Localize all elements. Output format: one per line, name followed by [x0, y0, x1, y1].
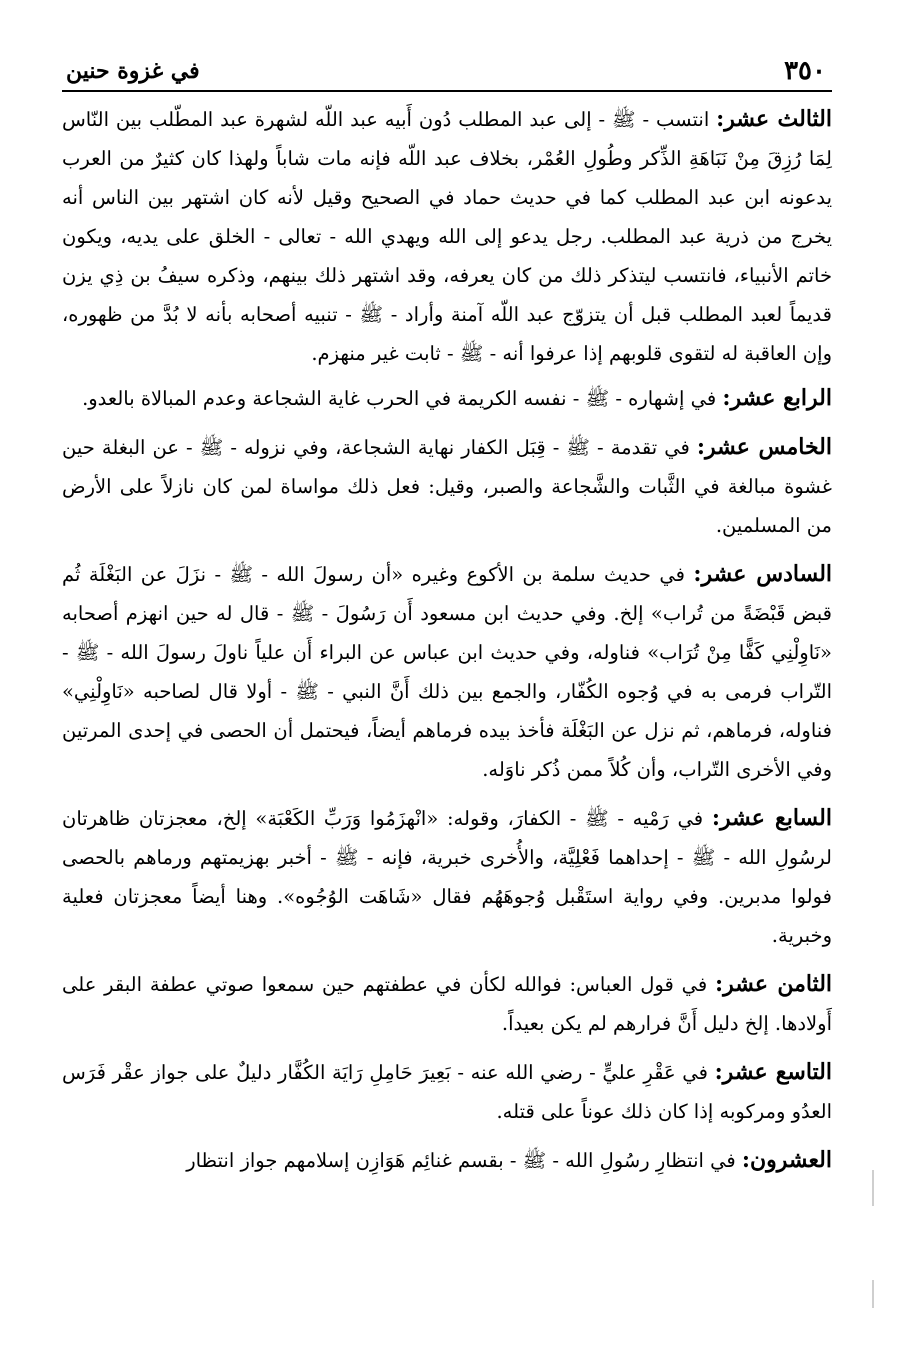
scan-margin-mark: [872, 1280, 874, 1308]
paragraph-text: في عَقْرِ عليٍّ - رضي الله عنه - بَعِيرَ حَامِلِ رَايَة الكُفَّار دليلٌ على جواز عقْر فَرَس العدُو ومركوبه إذا كان ذلك عوناً على قتله.: [62, 1061, 832, 1123]
paragraph-text: في إشهاره - ﷺ - نفسه الكريمة في الحرب غاية الشجاعة وعدم المبالاة بالعدو.: [82, 387, 717, 410]
paragraph-18: [62, 965, 832, 1043]
paragraph-lead: الثامن عشر:: [715, 971, 833, 997]
paragraph-lead: السابع عشر:: [711, 805, 832, 831]
running-title: في غزوة حنين: [66, 58, 200, 84]
paragraph-text: في انتظارِ رسُولِ الله - ﷺ - بقسم غنائِم هَوَازِن إسلامهم جواز انتظار: [186, 1149, 736, 1172]
paragraph-19: [62, 1053, 832, 1131]
paragraph-lead: الثالث عشر:: [716, 106, 832, 132]
paragraph-20: [62, 1141, 832, 1180]
page-header: [62, 54, 832, 92]
body-text: [62, 100, 832, 1190]
paragraph-17: [62, 799, 832, 955]
paragraph-lead: العشرون:: [741, 1147, 832, 1173]
paragraph-text: انتسب - ﷺ - إلى عبد المطلب دُون أَبيه عبد اللّه لشهرة عبد المطّلب بين النّاس لِمَا رُزِقَ مِنْ نَبَاهَةِ الذِّكر وطُولِ العُمْر، بخلاف عبد اللّه فإنه مات شاباً ولهذا كان كثيرٌ من العرب يدعونه ابن عبد المطلب كما في حديث حماد في الصحيح وقيل لأنه كان اشتهر بين الناس أنه يخرج من ذرية عبد المطلب. رجل يدعو إلى الله ويهدي الله - تعالى - الخلق على يديه، ويكون خاتم الأنبياء، فانتسب ليتذكر ذلك من كان يعرفه، وقد اشتهر ذلك بينهم، وذكره سيفُ بن ذِي يزن قديماً لعبد المطلب قبل أن يتزوّج عبد اللّه آمنة وأراد - ﷺ - تنبيه أصحابه بأنه لا بُدَّ من ظهوره، وإن العاقبة له لتقوى قلوبهم إذا عرفوا أنه - ﷺ - ثابت غير منهزم.: [62, 108, 832, 365]
paragraph-16: [62, 555, 832, 789]
paragraph-lead: الخامس عشر:: [696, 434, 832, 460]
scan-margin-mark: [872, 1170, 874, 1206]
paragraph-text: في حديث سلمة بن الأكوع وغيره «أن رسولَ الله - ﷺ - نزَلَ عن البَغْلَة ثُم قبض قَبْضَةً من تُراب» إلخ. وفي حديث ابن مسعود أَن رَسُولَ - ﷺ - قال له حين انهزم أصحابه «نَاوِلْنِي كَفًّا مِنْ تُرَاب» فناوله، وفي حديث ابن عباس عن البراء أَن علياً ناولَ رسولَ الله - ﷺ - التّراب فرمى به في وُجوه الكُفّار، والجمع بين ذلك أَنَّ النبي - ﷺ - أولا قال لصاحبه «نَاوِلْنِي» فناوله، فرماهم، ثم نزل عن البَغْلَة فأخذ بيده فرماهم أيضاً، فيحتمل أن الحصى في إحدى المرتين وفي الأخرى التّراب، وأن كُلاً ممن ذُكر ناوَله.: [62, 563, 832, 781]
paragraph-lead: الرابع عشر:: [722, 385, 832, 411]
paragraph-15: [62, 428, 832, 545]
page-number: ٣٥٠: [784, 56, 826, 86]
paragraph-lead: التاسع عشر:: [714, 1059, 832, 1085]
paragraph-text: في رَمْيه - ﷺ - الكفارَ، وقوله: «انْهزَمُوا وَرَبِّ الكَعْبَة» إلخ، معجزتان ظاهرتان لرسُولِ الله - ﷺ - إحداهما فَعْلِيَّة، والأُخرى خبرية، فإنه - ﷺ - أخبر بهزيمتهم ورماهم بالحصى فولوا مدبرين. وفي رواية استَقْبل وُجوهَهُم فقال «شَاهَت الوُجُوه». وهنا أيضاً معجزتان فعلية وخبرية.: [62, 807, 832, 947]
paragraph-14: [62, 379, 832, 418]
paragraph-text: في تقدمة - ﷺ - قِبَل الكفار نهاية الشجاعة، وفي نزوله - ﷺ - عن البغلة حين غشوة مبالغة في الثَّبات والشَّجاعة والصبر، وقيل: فعل ذلك مواساة لمن كان نازلاً على الأرض من المسلمين.: [62, 436, 832, 537]
paragraph-lead: السادس عشر:: [693, 561, 833, 587]
paragraph-text: في قول العباس: فوالله لكأن في عطفتهم حين سمعوا صوتي عطفة البقر على أَولادها. إلخ دليل أَنَّ فرارهم لم يكن بعيداً.: [62, 973, 832, 1035]
paragraph-13: [62, 100, 832, 373]
